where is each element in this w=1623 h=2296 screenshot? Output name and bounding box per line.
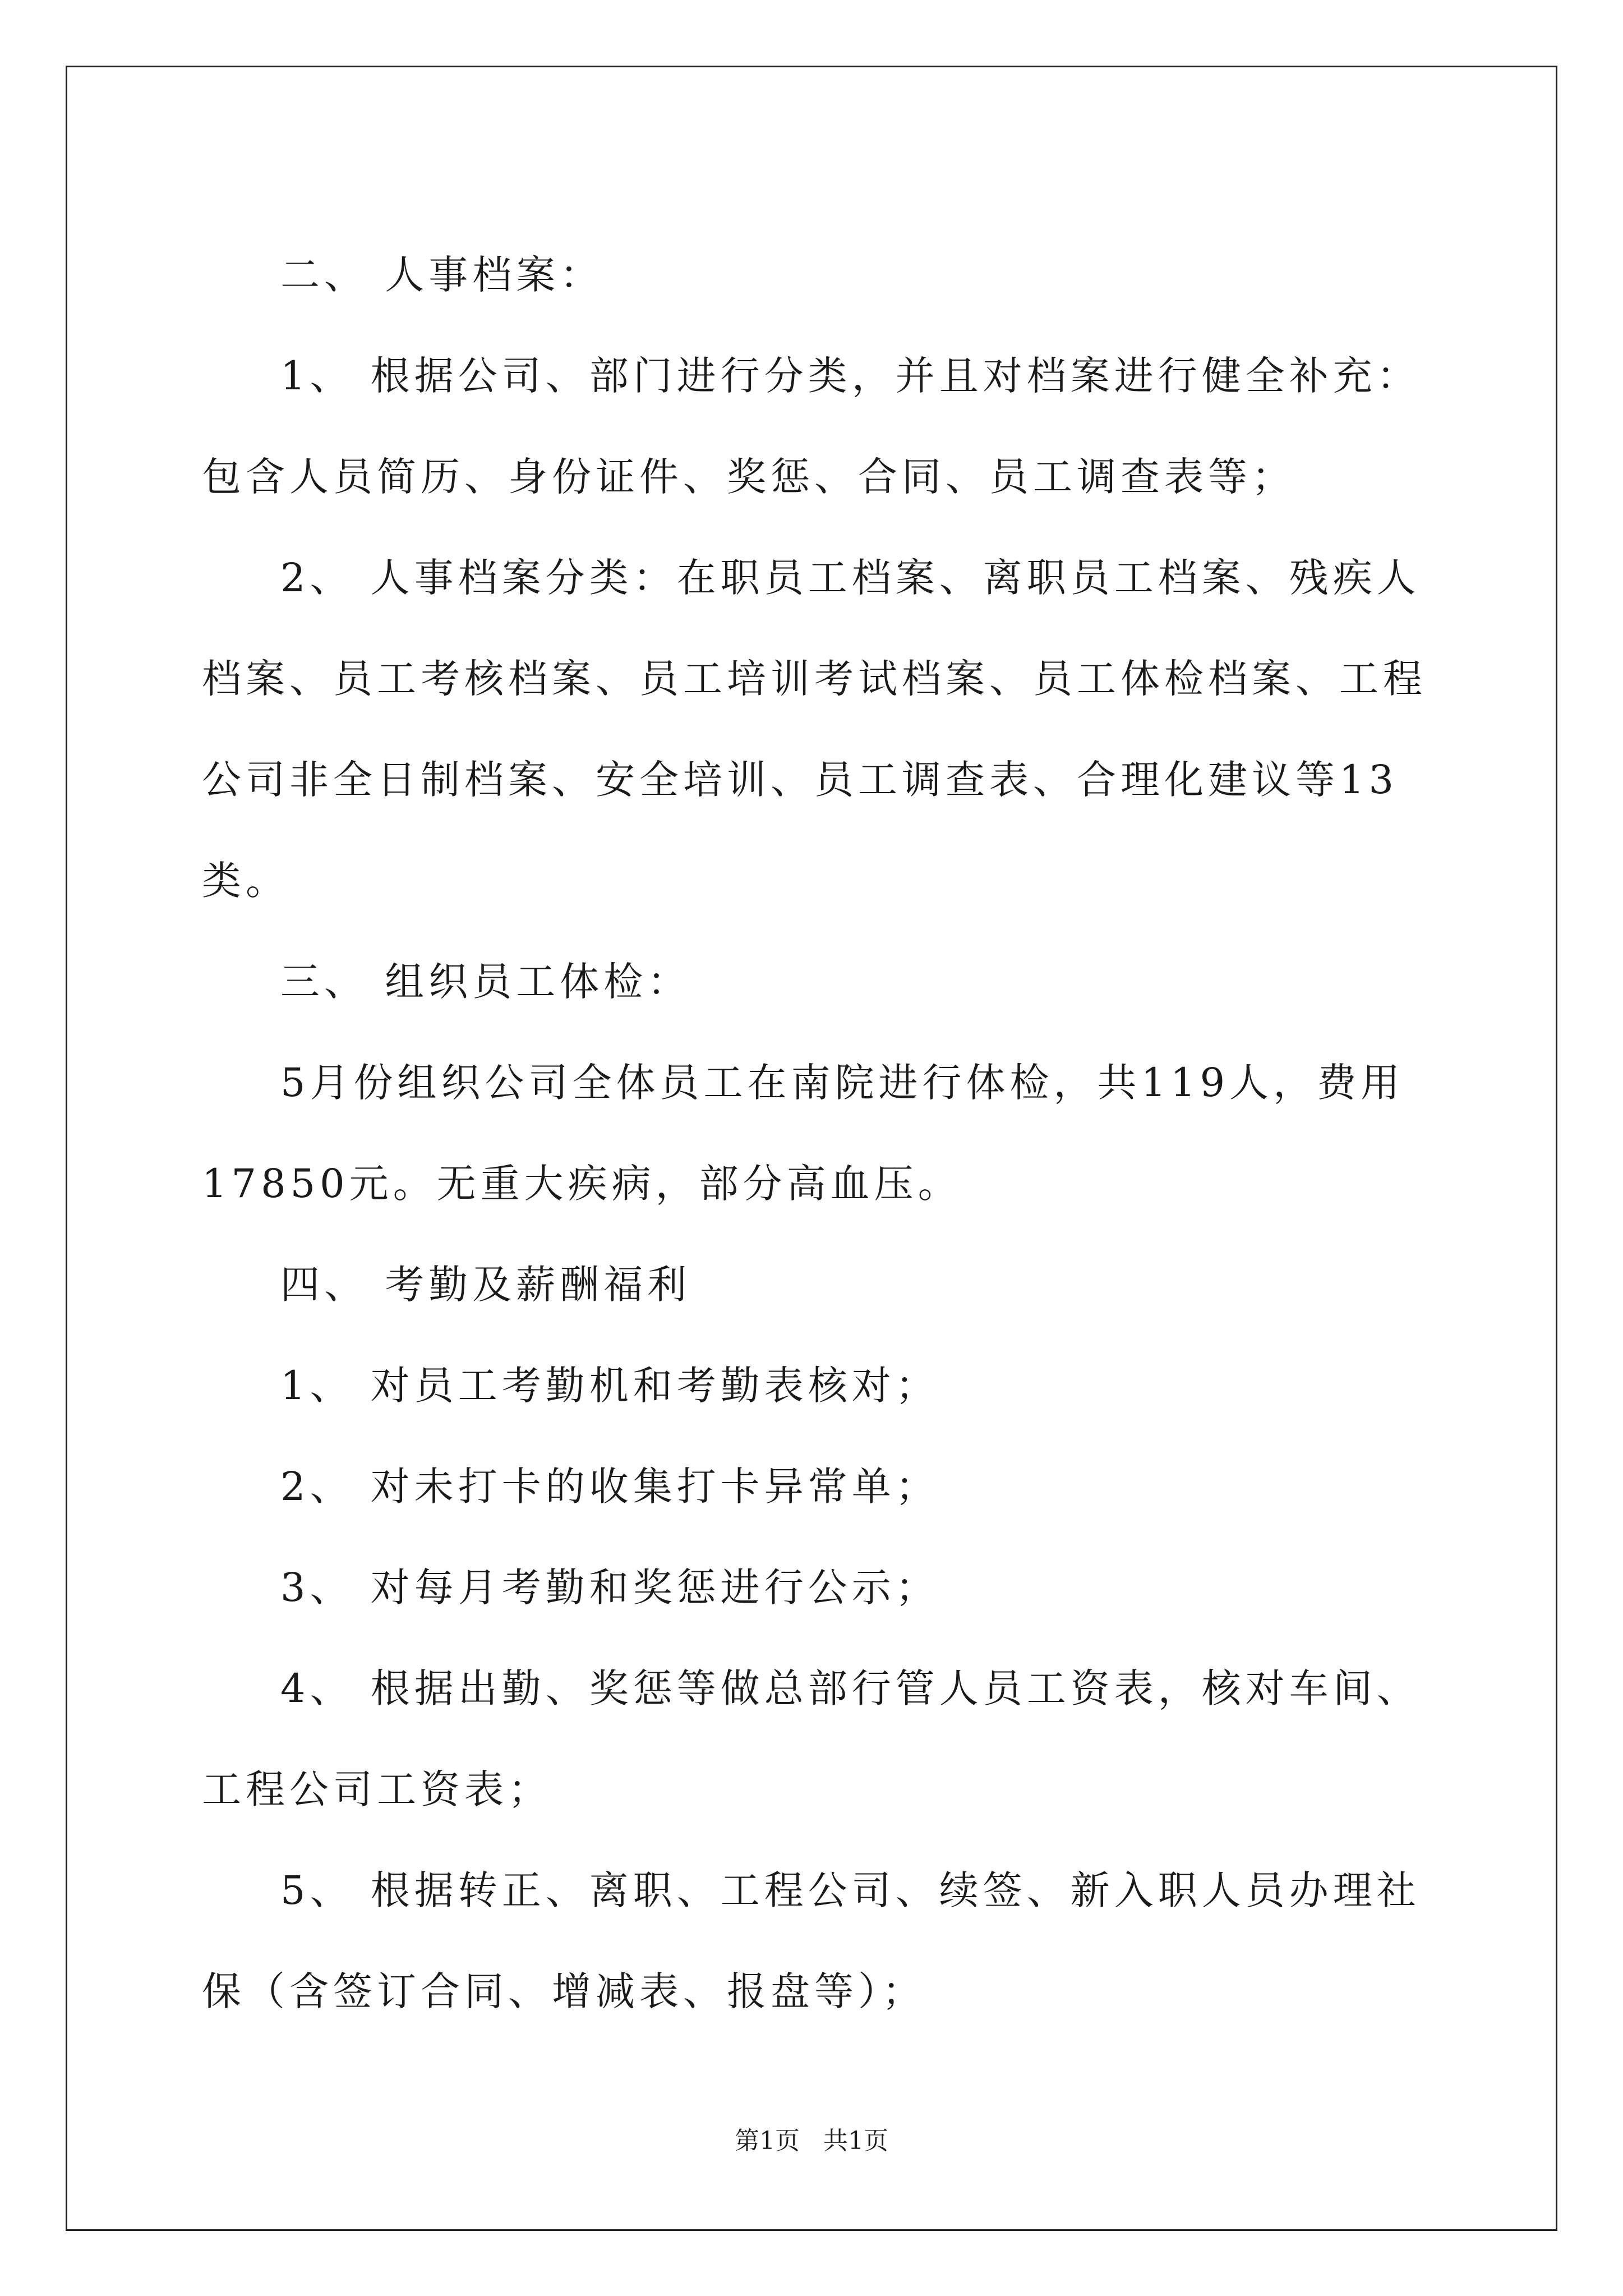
page-number-total: 共1页 bbox=[823, 2127, 888, 2155]
section-4-item-3: 3、 对每月考勤和奖惩进行公示； bbox=[280, 1565, 939, 1611]
section-4-heading: 四、 考勤及薪酬福利 bbox=[280, 1262, 691, 1308]
section-2-item-2: 2、 人事档案分类：在职员工档案、离职员工档案、残疾人档案、员工考核档案、员工培训考试档案、员工体检档案、工程公司非全日制档案、安全培训、员工调查表、合理化建议等13类。 bbox=[202, 555, 1427, 904]
section-3-body: 5月份组织公司全体员工在南院进行体检，共119人，费用17850元。无重大疾病，部分高血压。 bbox=[202, 1060, 1405, 1207]
section-4-item-1: 1、 对员工考勤机和考勤表核对； bbox=[280, 1363, 939, 1409]
section-2-heading: 二、 人事档案： bbox=[280, 252, 604, 298]
document-body bbox=[202, 224, 1436, 2042]
section-4-item-5: 5、 根据转正、离职、工程公司、续签、新入职人员办理社保（含签订合同、增减表、报盘等）； bbox=[202, 1867, 1421, 2014]
section-4-item-2: 2、 对未打卡的收集打卡异常单； bbox=[280, 1464, 939, 1510]
page-footer bbox=[0, 2120, 1623, 2156]
page-number-current: 第1页 bbox=[735, 2127, 800, 2155]
section-2-item-1: 1、 根据公司、部门进行分类，并且对档案进行健全补充：包含人员简历、身份证件、奖惩、合同、员工调查表等； bbox=[202, 353, 1421, 500]
section-4-item-4: 4、 根据出勤、奖惩等做总部行管人员工资表，核对车间、工程公司工资表； bbox=[202, 1665, 1421, 1812]
section-3-heading: 三、 组织员工体检： bbox=[280, 959, 691, 1005]
